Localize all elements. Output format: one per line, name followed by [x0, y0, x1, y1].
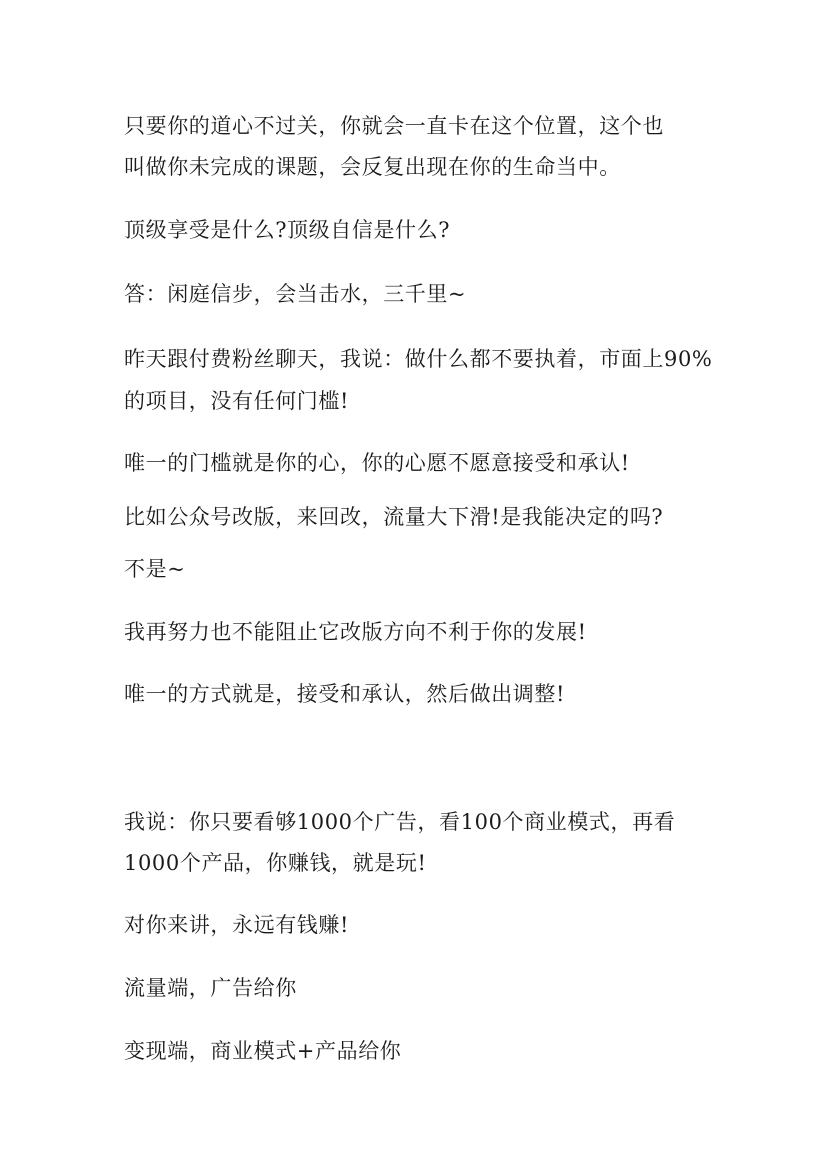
- text-line: 我再努力也不能阻止它改版方向不利于你的发展!: [124, 620, 587, 644]
- text-line: 唯一的门槛就是你的心，你的心愿不愿意接受和承认!: [124, 451, 630, 475]
- text-line: 不是~: [124, 557, 186, 581]
- text-line: 顶级享受是什么?顶级自信是什么?: [124, 218, 451, 242]
- text-line: 我说：你只要看够1000个广告，看100个商业模式，再看: [124, 810, 676, 834]
- text-line: 比如公众号改版，来回改，流量大下滑!是我能决定的吗?: [124, 505, 664, 529]
- text-line: 叫做你未完成的课题，会反复出现在你的生命当中。: [124, 155, 621, 179]
- text-line: 只要你的道心不过关，你就会一直卡在这个位置，这个也: [124, 114, 664, 138]
- text-line: 变现端，商业模式+产品给你: [124, 1039, 402, 1063]
- text-line: 1000个产品，你赚钱，就是玩!: [124, 851, 427, 875]
- text-line: 昨天跟付费粉丝聊天，我说：做什么都不要执着，市面上90%: [124, 347, 713, 371]
- text-line: 对你来讲，永远有钱赚!: [124, 913, 350, 937]
- text-line: 的项目，没有任何门槛!: [124, 389, 350, 413]
- text-line: 唯一的方式就是，接受和承认，然后做出调整!: [124, 682, 566, 706]
- text-line: 答：闲庭信步，会当击水，三千里~: [124, 282, 467, 306]
- text-line: 流量端，广告给你: [124, 976, 297, 1000]
